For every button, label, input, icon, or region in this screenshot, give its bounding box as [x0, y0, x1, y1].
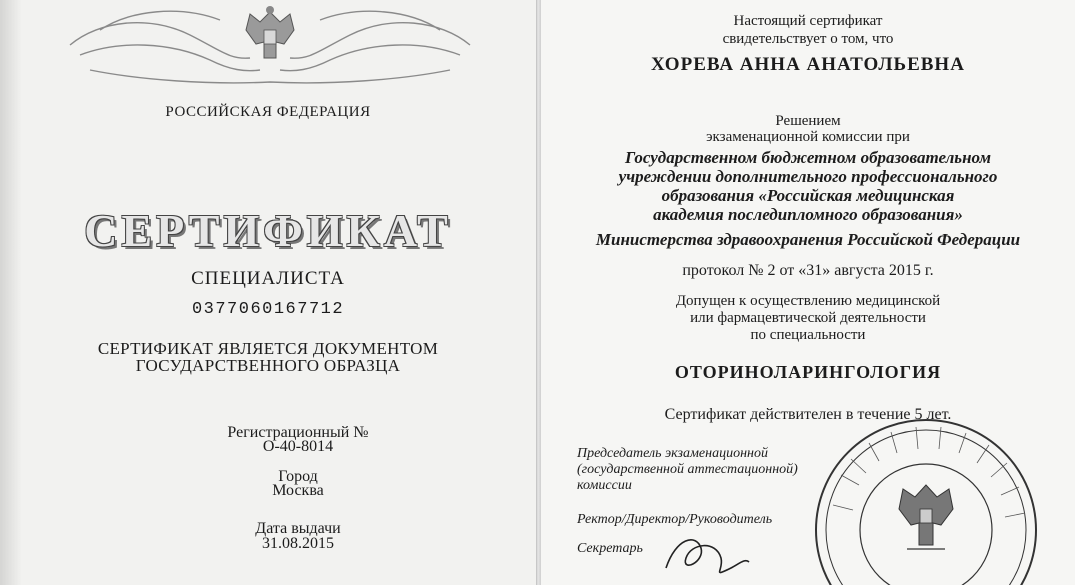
- institution-line-4: академия последипломного образования»: [653, 205, 963, 224]
- issue-date-value: 31.08.2015: [262, 535, 334, 552]
- document-note-line-1: СЕРТИФИКАТ ЯВЛЯЕТСЯ ДОКУМЕНТОМ: [97, 339, 439, 358]
- validity-text: Сертификат действителен в течение 5 лет.: [664, 406, 952, 423]
- institution-line-1: Государственном бюджетном образовательном: [624, 148, 991, 167]
- registration-label: Регистрационный №: [227, 424, 369, 441]
- chair-line-1: Председатель экзаменационной: [577, 446, 768, 461]
- institution-line-3: образования «Российская медицинская: [661, 186, 955, 205]
- ornament-header: [60, 0, 480, 95]
- city-value: Москва: [272, 482, 324, 499]
- city-label: Город: [278, 468, 318, 485]
- left-page: [0, 0, 536, 585]
- admitted-line-3: по специальности: [750, 327, 866, 343]
- round-seal-icon: [811, 415, 1041, 585]
- secretary-signature: [661, 528, 751, 585]
- secretary-label: Секретарь: [577, 541, 643, 556]
- country-name: РОССИЙСКАЯ ФЕДЕРАЦИЯ: [165, 104, 371, 120]
- intro-line-1: Настоящий сертификат: [733, 13, 883, 29]
- serial-number: 0377060167712: [191, 300, 345, 319]
- intro-line-2: свидетельствует о том, что: [722, 31, 894, 47]
- rector-label: Ректор/Директор/Руководитель: [577, 512, 773, 527]
- chair-line-3: комиссии: [577, 478, 632, 493]
- chair-line-2: (государственной аттестационной): [577, 462, 798, 477]
- decision-line-2: экзаменационной комиссии при: [706, 129, 910, 145]
- document-note-line-2: ГОСУДАРСТВЕННОГО ОБРАЗЦА: [135, 356, 401, 375]
- right-page: [541, 0, 1075, 585]
- admitted-line-2: или фармацевтической деятельности: [690, 310, 926, 326]
- admitted-line-1: Допущен к осуществлению медицинской: [675, 293, 941, 309]
- decision-line-1: Решением: [775, 113, 841, 129]
- holder-name: ХОРЕВА АННА АНАТОЛЬЕВНА: [651, 54, 965, 75]
- protocol-text: протокол № 2 от «31» августа 2015 г.: [682, 262, 934, 279]
- specialty-name: ОТОРИНОЛАРИНГОЛОГИЯ: [674, 362, 942, 382]
- registration-number: О-40-8014: [262, 438, 334, 455]
- certificate-subtitle: СПЕЦИАЛИСТА: [191, 268, 345, 289]
- seal-eagle-icon: [899, 485, 953, 549]
- eagle-emblem-icon: [246, 6, 294, 58]
- certificate-title: СЕРТИФИКАТ: [84, 205, 452, 256]
- institution-line-5: Министерства здравоохранения Российской Федерации: [595, 230, 1021, 249]
- document-note: [0, 340, 536, 374]
- issue-date-label: Дата выдачи: [255, 520, 341, 537]
- institution-line-2: учреждении дополнительного профессионального: [618, 167, 998, 186]
